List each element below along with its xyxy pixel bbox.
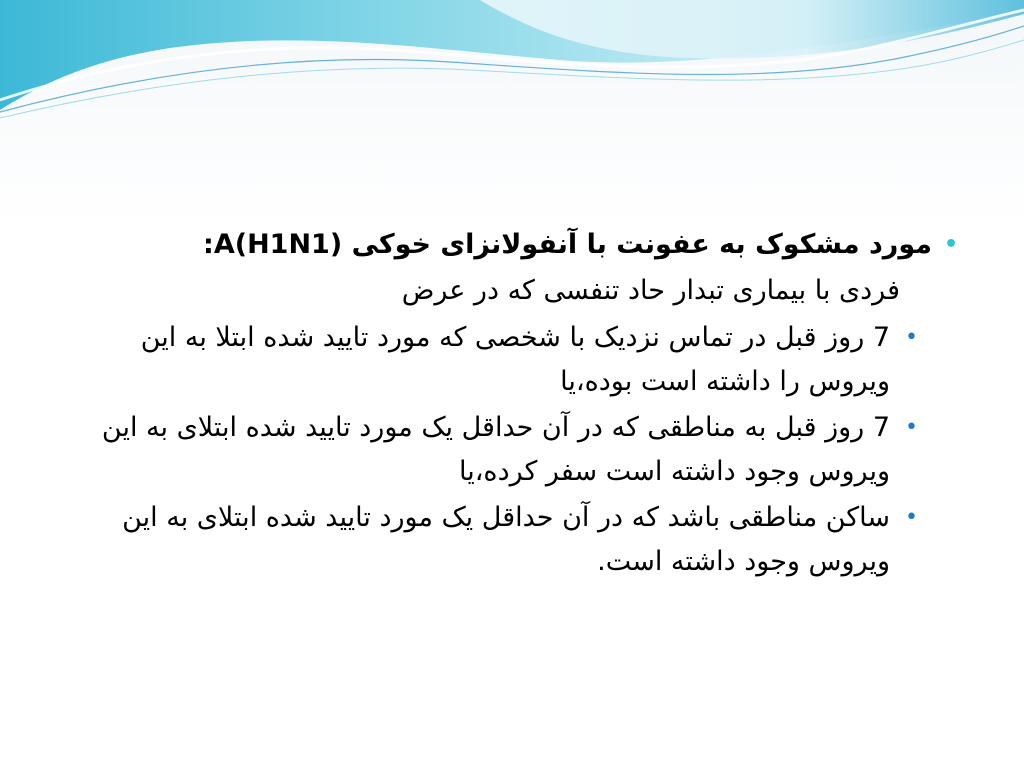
list-item <box>60 316 966 404</box>
slide-subtitle: فردی با بیماری تبدار حاد تنفسی که در عرض <box>401 275 900 306</box>
title-bullet-icon: • <box>943 232 958 257</box>
list-item <box>60 406 966 494</box>
bullet-icon: • <box>905 505 918 530</box>
bullet-icon: • <box>905 415 918 440</box>
list-item-text: ساکن مناطقی باشد که در آن حداقل یک مورد تایید شده ابتلای به این ویروس وجود داشته است. <box>122 502 890 577</box>
list-item <box>60 496 966 584</box>
slide-subtitle-item <box>60 268 966 314</box>
bullet-icon: • <box>905 325 918 350</box>
slide-body <box>60 222 966 586</box>
slide-title: مورد مشکوک به عفونت با آنفولانزای خوکی A(H1N1): <box>203 229 932 260</box>
slide-title-item <box>60 222 966 268</box>
header-wave-decoration <box>0 0 1024 130</box>
list-item-text: 7 روز قبل در تماس نزدیک با شخصی که مورد تایید شده ابتلا به این ویروس را داشته است بوده،یا <box>140 322 890 397</box>
list-item-text: 7 روز قبل به مناطقی که در آن حداقل یک مورد تایید شده ابتلای به این ویروس وجود داشته است سفر کرده،یا <box>101 412 890 487</box>
